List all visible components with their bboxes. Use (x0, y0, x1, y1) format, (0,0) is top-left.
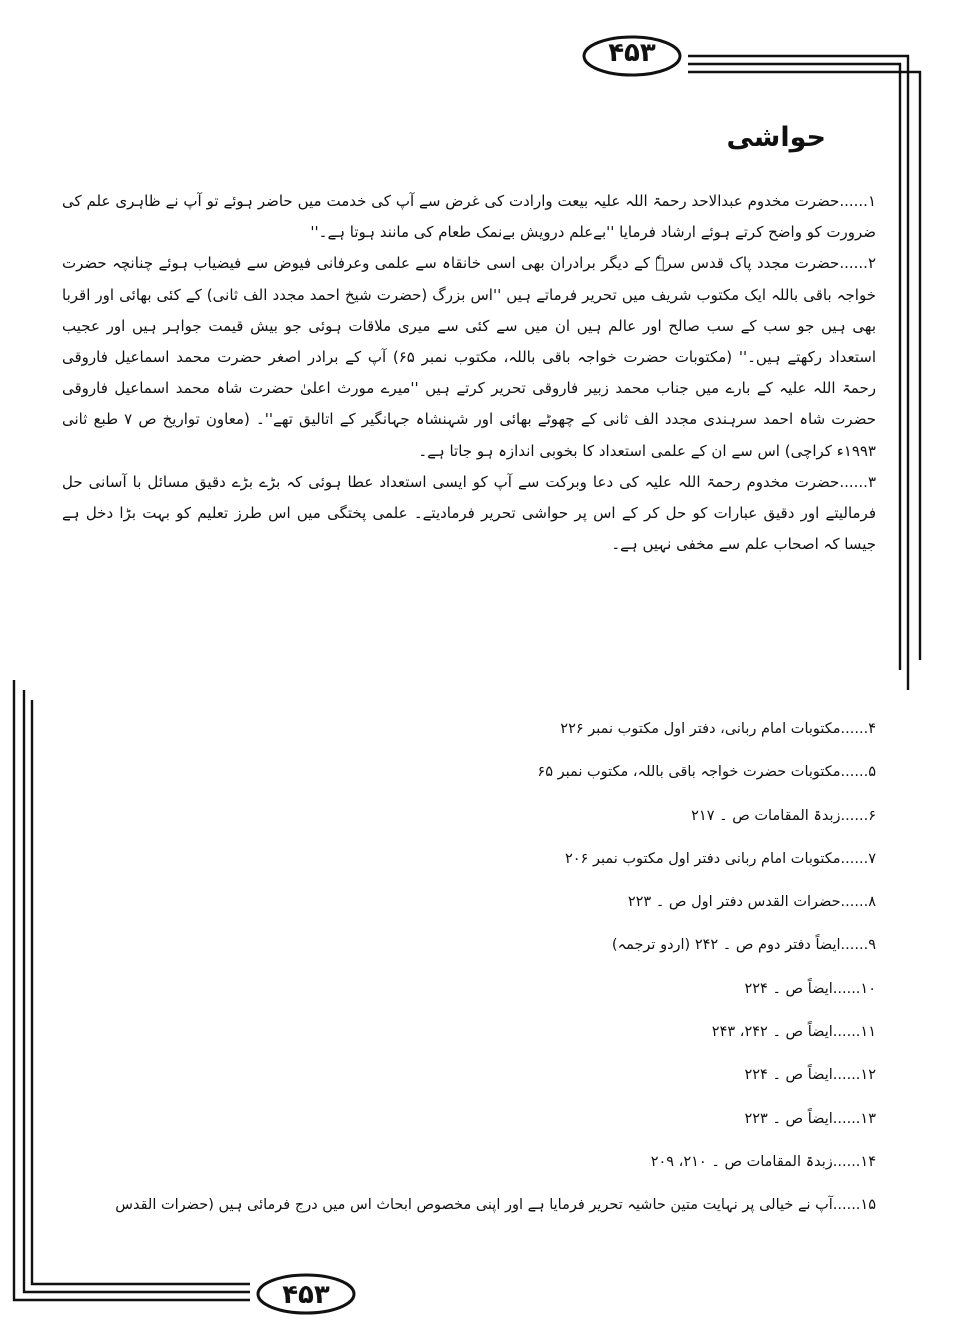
footnotes-block-long (62, 186, 876, 560)
footnote-1: ۱......حضرت مخدوم عبدالاحد رحمۃ اللہ علیہ بیعت وارادت کی غرض سے آپ کی خدمت میں حاضر ہوئے تو آپ نے ظاہری علم کی ضرورت کو واضح کرتے ہوئے ارشاد فرمایا ''بےعلم درویش بےنمک طعام کی مانند ہوتا ہے۔'' (62, 192, 876, 242)
footnote-15: ۱۵......آپ نے خیالی پر نہایت متین حاشیہ تحریر فرمایا ہے اور اپنی مخصوص ابحاث اس میں درج فرمائی ہیں (حضرات القدس (115, 1197, 876, 1214)
footnote-2: ۲......حضرت مجدد پاک قدس سرہٗ کے دیگر برادران بھی اسی خانقاہ سے علمی وعرفانی فیوض سے فیضیاب ہوئے چنانچہ حضرت خواجہ باقی باللہ ایک مکتوب شریف میں تحریر فرماتے ہیں ''اس بزرگ (حضرت شیخ احمد مجدد الف ثانی) کے کئی بھائی اور اقربا بھی ہیں جو سب کے سب صالح اور عالم ہیں ان میں سے کئی سے میری ملاقات ہوئی جو بیش قیمت جواہر ہیں اور عجیب استعداد رکھتے ہیں۔'' (مکتوبات حضرت خواجہ باقی باللہ، مکتوب نمبر ۶۵) آپ کے برادر اصغر حضرت محمد اسماعیل فاروقی رحمۃ اللہ علیہ کے بارے میں جناب محمد زبیر فاروقی تحریر کرتے ہیں ''میرے مورث اعلیٰ حضرت شاہ محمد اسماعیل فاروقی حضرت شاہ احمد سرہندی مجدد الف ثانی کے چھوٹے بھائی اور شہنشاہ جہانگیر کے اتالیق تھے''۔ (معاون تواریخ ص ۷ طبع ثانی ۱۹۹۳ء کراچی) اس سے ان کے علمی استعداد کا بخوبی اندازہ ہو جاتا ہے۔ (62, 254, 876, 460)
footnote-8: ۸......حضرات القدس دفتر اول ص ۔ ۲۲۳ (627, 894, 876, 911)
footnote-12: ۱۲......ایضاً ص ۔ ۲۲۴ (744, 1067, 876, 1084)
footnotes-block-short (62, 708, 876, 1228)
page-number-top: ۴۵۳ (608, 38, 656, 68)
footnote-9: ۹......ایضاً دفتر دوم ص ۔ ۲۴۲ (اردو ترجمہ) (611, 937, 876, 954)
footnote-11: ۱۱......ایضاً ص ۔ ۲۴۲، ۲۴۳ (711, 1024, 876, 1041)
footnote-14: ۱۴......زبدۃ المقامات ص ۔ ۲۱۰، ۲۰۹ (650, 1153, 876, 1170)
footnote-7: ۷......مکتوبات امام ربانی دفتر اول مکتوب نمبر ۲۰۶ (564, 850, 876, 867)
footnote-10: ۱۰......ایضاً ص ۔ ۲۲۴ (744, 980, 876, 997)
page-number-bottom: ۴۵۳ (282, 1280, 330, 1310)
footnote-13: ۱۳......ایضاً ص ۔ ۲۲۳ (744, 1110, 876, 1127)
footnote-5: ۵......مکتوبات حضرت خواجہ باقی باللہ، مکتوب نمبر ۶۵ (537, 764, 876, 781)
footnote-3: ۳......حضرت مخدوم رحمۃ اللہ علیہ کی دعا وبرکت سے آپ کو ایسی استعداد عطا ہوئی کہ بڑے بڑے دقیق مسائل با آسانی حل فرمالیتے اور دقیق عبارات کو حل کر کے اس پر حواشی تحریر فرمادیتے۔ علمی پختگی میں اس طرز تعلیم کو بہت بڑا دخل ہے جیسا کہ اصحاب علم سے مخفی نہیں ہے۔ (62, 472, 876, 554)
footnote-6: ۶......زبدۃ المقامات ص ۔ ۲۱۷ (691, 807, 876, 824)
section-heading: حواشی (726, 122, 826, 153)
footnote-4: ۴......مکتوبات امام ربانی، دفتر اول مکتوب نمبر ۲۲۶ (560, 721, 876, 737)
